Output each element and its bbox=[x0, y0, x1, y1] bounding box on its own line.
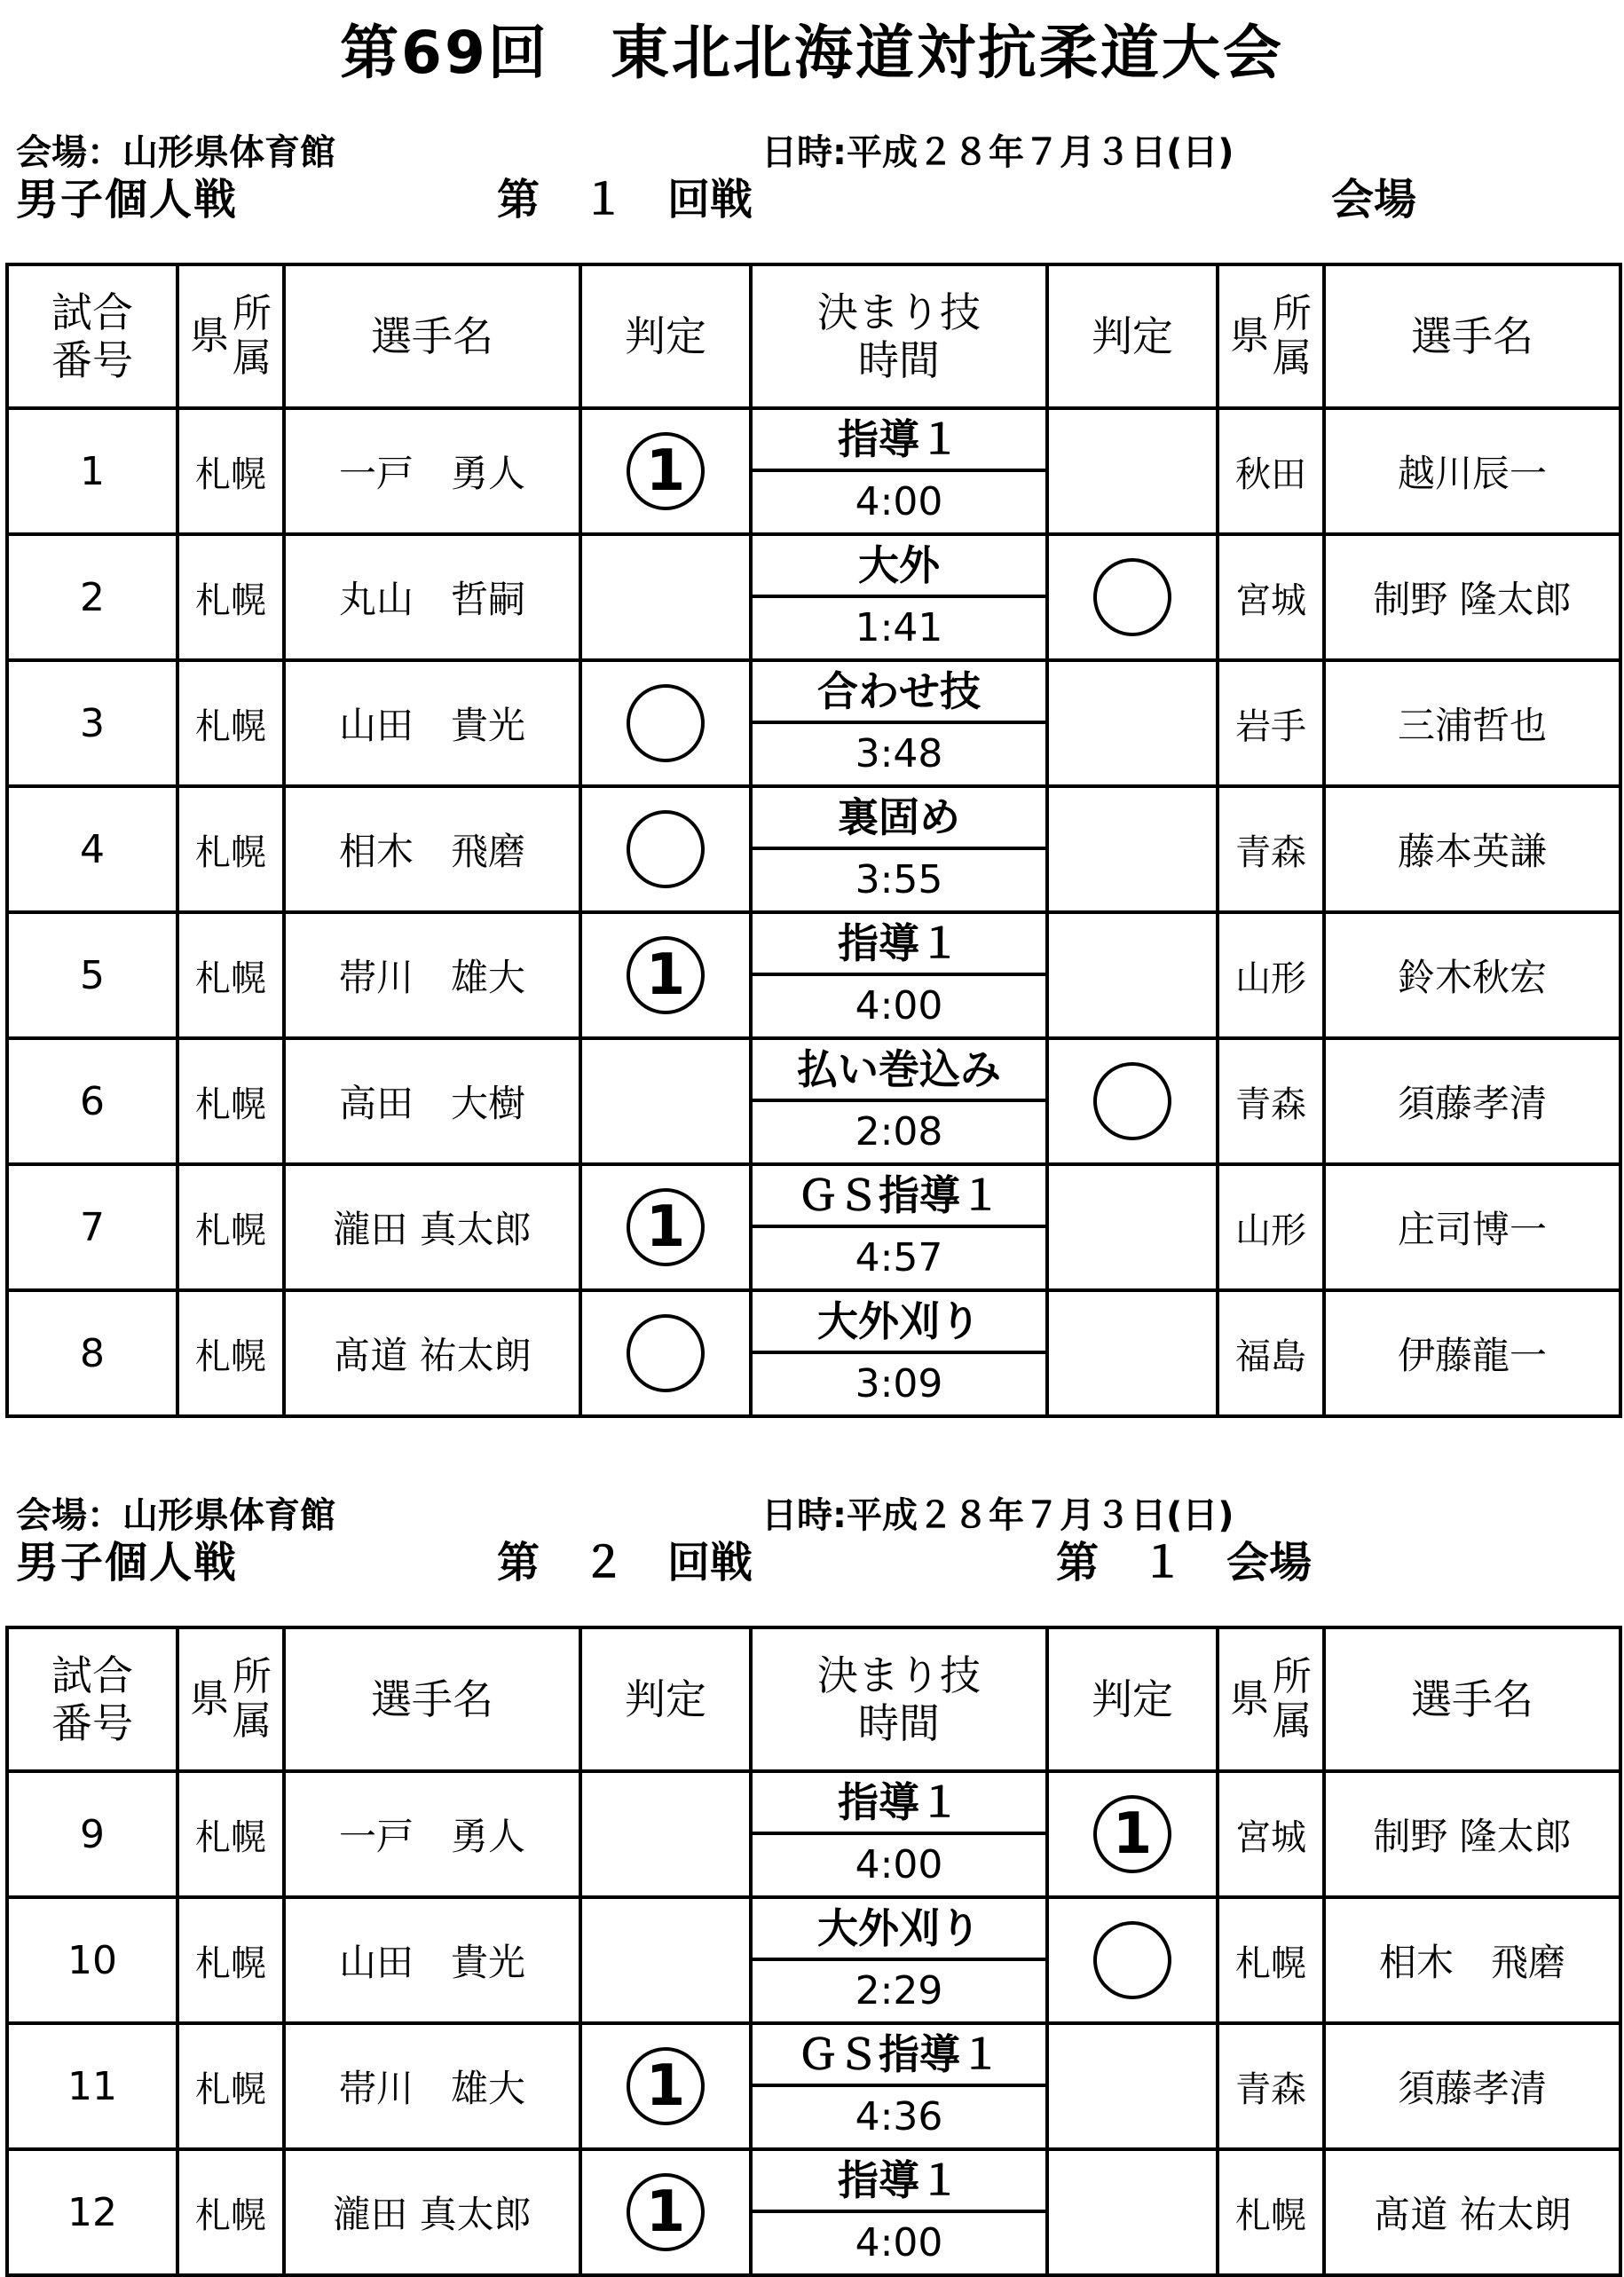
table-row bbox=[7, 786, 1620, 912]
win-mark-ippon-1: 1 bbox=[627, 1188, 705, 1266]
court-label: 第 １ 会場 bbox=[1056, 1538, 1313, 1588]
affiliation-left: 札幌 bbox=[177, 1771, 284, 1897]
player-name-left: 一戸 勇人 bbox=[284, 408, 580, 534]
match-number: 12 bbox=[7, 2149, 177, 2275]
player-name-header-right: 選手名 bbox=[1324, 264, 1620, 408]
affiliation-right: 山形 bbox=[1218, 1164, 1324, 1290]
date-label: 日時:平成２８年７月３日(日) bbox=[761, 132, 1234, 173]
technique-cell bbox=[751, 2023, 1047, 2149]
player-name-left: 瀧田 真太郎 bbox=[284, 2149, 580, 2275]
judge-right bbox=[1047, 1038, 1218, 1164]
header-row bbox=[7, 1627, 1620, 1771]
player-name-header-left: 選手名 bbox=[284, 264, 580, 408]
affiliation-header-left: 県 所 属 bbox=[177, 264, 284, 408]
player-name-left: 丸山 哲嗣 bbox=[284, 534, 580, 660]
judge-left bbox=[580, 1290, 751, 1416]
affiliation-right: 山形 bbox=[1218, 912, 1324, 1038]
player-name-right: 須藤孝清 bbox=[1324, 2023, 1620, 2149]
affiliation-header-left: 県 所 属 bbox=[177, 1627, 284, 1771]
player-name-left: 高田 大樹 bbox=[284, 1038, 580, 1164]
win-mark-circle bbox=[627, 1314, 705, 1392]
win-mark-circle bbox=[1093, 558, 1171, 636]
table-row bbox=[7, 2023, 1620, 2149]
match-number: 3 bbox=[7, 660, 177, 786]
affiliation-left: 札幌 bbox=[177, 2149, 284, 2275]
judge-right bbox=[1047, 408, 1218, 534]
judge-header-left: 判定 bbox=[580, 264, 751, 408]
table-row bbox=[7, 2149, 1620, 2275]
match-number: 11 bbox=[7, 2023, 177, 2149]
table-row bbox=[7, 1290, 1620, 1416]
event-label: 男子個人戦 bbox=[16, 175, 239, 225]
judge-left bbox=[580, 1897, 751, 2023]
round-label: 第 １ 回戦 bbox=[497, 175, 753, 225]
table-row bbox=[7, 1164, 1620, 1290]
technique-name: 指導１ bbox=[753, 914, 1045, 976]
match-number: 8 bbox=[7, 1290, 177, 1416]
affiliation-left: 札幌 bbox=[177, 408, 284, 534]
win-mark-circle bbox=[1093, 1062, 1171, 1140]
player-name-right: 庄司博一 bbox=[1324, 1164, 1620, 1290]
match-number-header: 試合 番号 bbox=[7, 264, 177, 408]
technique-time: 4:36 bbox=[855, 2094, 943, 2139]
technique-cell bbox=[751, 2149, 1047, 2275]
affiliation-left: 札幌 bbox=[177, 1290, 284, 1416]
technique-name: 合わせ技 bbox=[753, 662, 1045, 724]
results-table-round-1 bbox=[5, 263, 1622, 1418]
player-name-right: 伊藤龍一 bbox=[1324, 1290, 1620, 1416]
round-label: 第 ２ 回戦 bbox=[497, 1538, 753, 1588]
page-title: 第69回 東北北海道対抗柔道大会 bbox=[340, 19, 1284, 87]
technique-name: ＧＳ指導１ bbox=[753, 1166, 1045, 1228]
player-name-left: 瀧田 真太郎 bbox=[284, 1164, 580, 1290]
player-name-left: 帯川 雄大 bbox=[284, 912, 580, 1038]
technique-cell bbox=[751, 1164, 1047, 1290]
court-label: 会場 bbox=[1331, 175, 1417, 225]
affiliation-right: 宮城 bbox=[1218, 534, 1324, 660]
judge-right bbox=[1047, 912, 1218, 1038]
win-mark-circle bbox=[1093, 1921, 1171, 1999]
win-mark-ippon-1: 1 bbox=[627, 2047, 705, 2125]
technique-cell bbox=[751, 660, 1047, 786]
technique-cell bbox=[751, 786, 1047, 912]
event-label: 男子個人戦 bbox=[16, 1538, 239, 1588]
affiliation-left: 札幌 bbox=[177, 1038, 284, 1164]
technique-name: ＧＳ指導１ bbox=[753, 2025, 1045, 2087]
judge-right bbox=[1047, 2023, 1218, 2149]
table-row bbox=[7, 660, 1620, 786]
match-number: 2 bbox=[7, 534, 177, 660]
technique-cell bbox=[751, 912, 1047, 1038]
technique-time: 3:48 bbox=[855, 731, 943, 776]
judge-left bbox=[580, 1164, 751, 1290]
technique-time: 1:41 bbox=[855, 605, 943, 650]
technique-time: 2:08 bbox=[855, 1109, 943, 1154]
table-row bbox=[7, 1897, 1620, 2023]
player-name-right: 髙道 祐太朗 bbox=[1324, 2149, 1620, 2275]
technique-name: 裏固め bbox=[753, 788, 1045, 850]
judge-right bbox=[1047, 1290, 1218, 1416]
player-name-right: 鈴木秋宏 bbox=[1324, 912, 1620, 1038]
technique-cell bbox=[751, 408, 1047, 534]
match-number: 7 bbox=[7, 1164, 177, 1290]
judge-left bbox=[580, 534, 751, 660]
affiliation-left: 札幌 bbox=[177, 912, 284, 1038]
affiliation-right: 青森 bbox=[1218, 1038, 1324, 1164]
technique-time: 4:00 bbox=[855, 2220, 943, 2265]
player-name-right: 越川辰一 bbox=[1324, 408, 1620, 534]
match-number: 4 bbox=[7, 786, 177, 912]
match-number: 5 bbox=[7, 912, 177, 1038]
judge-right bbox=[1047, 786, 1218, 912]
match-number: 6 bbox=[7, 1038, 177, 1164]
venue-label: 会場：山形県体育館 bbox=[16, 1495, 335, 1536]
technique-cell bbox=[751, 1771, 1047, 1897]
judge-left bbox=[580, 912, 751, 1038]
results-table-round-2 bbox=[5, 1626, 1622, 2277]
judge-left bbox=[580, 660, 751, 786]
technique-time: 4:57 bbox=[855, 1235, 943, 1280]
judge-right bbox=[1047, 534, 1218, 660]
judge-left bbox=[580, 786, 751, 912]
technique-cell bbox=[751, 1290, 1047, 1416]
judge-right bbox=[1047, 1164, 1218, 1290]
win-mark-ippon-1: 1 bbox=[1093, 1795, 1171, 1873]
affiliation-left: 札幌 bbox=[177, 1164, 284, 1290]
judge-right bbox=[1047, 1771, 1218, 1897]
technique-time: 4:00 bbox=[855, 1842, 943, 1887]
player-name-right: 三浦哲也 bbox=[1324, 660, 1620, 786]
affiliation-right: 札幌 bbox=[1218, 1897, 1324, 2023]
technique-name: 指導１ bbox=[753, 1773, 1045, 1835]
judge-header-right: 判定 bbox=[1047, 1627, 1218, 1771]
table-row bbox=[7, 1771, 1620, 1897]
match-number: 10 bbox=[7, 1897, 177, 2023]
judge-left bbox=[580, 408, 751, 534]
judge-left bbox=[580, 2023, 751, 2149]
match-number: 9 bbox=[7, 1771, 177, 1897]
technique-name: 指導１ bbox=[753, 2151, 1045, 2213]
affiliation-left: 札幌 bbox=[177, 786, 284, 912]
judge-left bbox=[580, 2149, 751, 2275]
venue-label: 会場：山形県体育館 bbox=[16, 132, 335, 173]
affiliation-left: 札幌 bbox=[177, 2023, 284, 2149]
table-row bbox=[7, 534, 1620, 660]
player-name-left: 相木 飛磨 bbox=[284, 786, 580, 912]
technique-time: 3:55 bbox=[855, 857, 943, 902]
judge-right bbox=[1047, 660, 1218, 786]
player-name-right: 藤本英謙 bbox=[1324, 786, 1620, 912]
technique-time: 4:00 bbox=[855, 479, 943, 524]
player-name-right: 制野 隆太郎 bbox=[1324, 1771, 1620, 1897]
technique-time: 2:29 bbox=[855, 1968, 943, 2013]
affiliation-left: 札幌 bbox=[177, 534, 284, 660]
player-name-header-right: 選手名 bbox=[1324, 1627, 1620, 1771]
header-row bbox=[7, 264, 1620, 408]
win-mark-circle bbox=[627, 684, 705, 762]
affiliation-header-right: 県 所 属 bbox=[1218, 1627, 1324, 1771]
player-name-header-left: 選手名 bbox=[284, 1627, 580, 1771]
affiliation-right: 福島 bbox=[1218, 1290, 1324, 1416]
technique-name: 大外刈り bbox=[753, 1292, 1045, 1354]
affiliation-left: 札幌 bbox=[177, 1897, 284, 2023]
technique-time: 4:00 bbox=[855, 983, 943, 1028]
date-label: 日時:平成２８年７月３日(日) bbox=[761, 1495, 1234, 1536]
player-name-left: 髙道 祐太朗 bbox=[284, 1290, 580, 1416]
player-name-left: 山田 貴光 bbox=[284, 660, 580, 786]
table-row bbox=[7, 912, 1620, 1038]
judge-header-left: 判定 bbox=[580, 1627, 751, 1771]
table-row bbox=[7, 1038, 1620, 1164]
affiliation-right: 青森 bbox=[1218, 786, 1324, 912]
affiliation-right: 岩手 bbox=[1218, 660, 1324, 786]
affiliation-header-right: 県 所 属 bbox=[1218, 264, 1324, 408]
player-name-right: 制野 隆太郎 bbox=[1324, 534, 1620, 660]
win-mark-ippon-1: 1 bbox=[627, 936, 705, 1014]
match-number: 1 bbox=[7, 408, 177, 534]
player-name-right: 相木 飛磨 bbox=[1324, 1897, 1620, 2023]
technique-name: 指導１ bbox=[753, 410, 1045, 472]
judge-right bbox=[1047, 1897, 1218, 2023]
technique-name: 払い巻込み bbox=[753, 1040, 1045, 1102]
player-name-right: 須藤孝清 bbox=[1324, 1038, 1620, 1164]
win-mark-circle bbox=[627, 810, 705, 888]
technique-header: 決まり技 時間 bbox=[751, 1627, 1047, 1771]
player-name-left: 一戸 勇人 bbox=[284, 1771, 580, 1897]
affiliation-right: 青森 bbox=[1218, 2023, 1324, 2149]
technique-time: 3:09 bbox=[855, 1361, 943, 1406]
judge-left bbox=[580, 1038, 751, 1164]
affiliation-right: 宮城 bbox=[1218, 1771, 1324, 1897]
affiliation-left: 札幌 bbox=[177, 660, 284, 786]
table-row bbox=[7, 408, 1620, 534]
win-mark-ippon-1: 1 bbox=[627, 432, 705, 510]
judge-header-right: 判定 bbox=[1047, 264, 1218, 408]
judge-right bbox=[1047, 2149, 1218, 2275]
technique-cell bbox=[751, 534, 1047, 660]
win-mark-ippon-1: 1 bbox=[627, 2173, 705, 2251]
affiliation-right: 秋田 bbox=[1218, 408, 1324, 534]
match-number-header: 試合 番号 bbox=[7, 1627, 177, 1771]
player-name-left: 山田 貴光 bbox=[284, 1897, 580, 2023]
judge-left bbox=[580, 1771, 751, 1897]
player-name-left: 帯川 雄大 bbox=[284, 2023, 580, 2149]
technique-header: 決まり技 時間 bbox=[751, 264, 1047, 408]
technique-cell bbox=[751, 1038, 1047, 1164]
technique-name: 大外刈り bbox=[753, 1899, 1045, 1961]
technique-name: 大外 bbox=[753, 536, 1045, 598]
affiliation-right: 札幌 bbox=[1218, 2149, 1324, 2275]
technique-cell bbox=[751, 1897, 1047, 2023]
